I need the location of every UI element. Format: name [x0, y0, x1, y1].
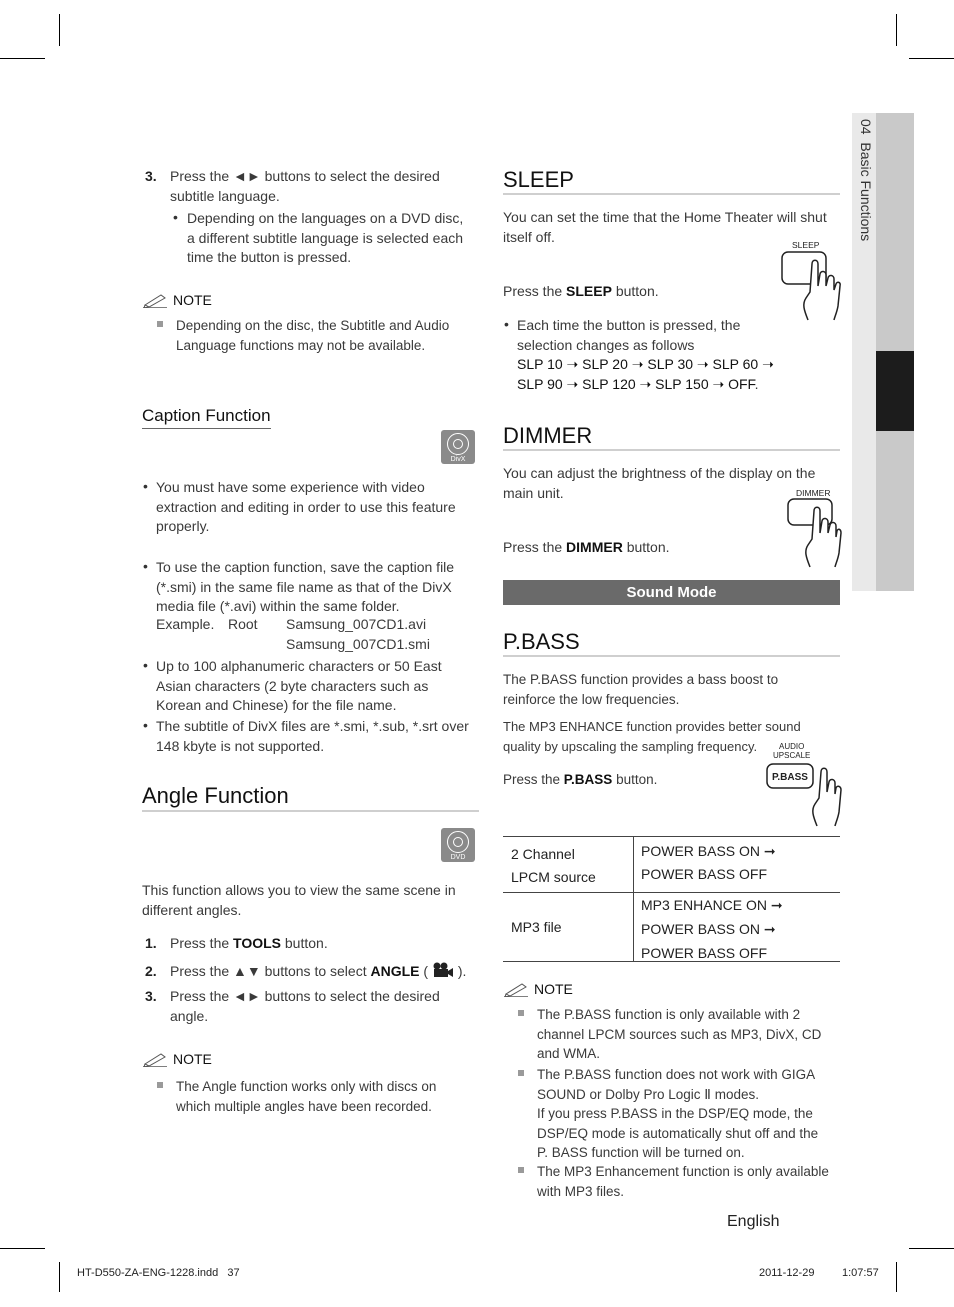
- text-line: POWER BASS ON ➞: [641, 921, 776, 937]
- caption-function-heading: Caption Function: [142, 406, 271, 429]
- dimmer-press-text: [503, 538, 670, 558]
- sound-mode-section-bar: Sound Mode: [503, 580, 840, 605]
- text-line: Asian characters (2 byte characters such as: [156, 677, 429, 694]
- print-date: 2011-12-29: [759, 1267, 815, 1279]
- text-line: The P.BASS function is only available with 2: [537, 1007, 801, 1022]
- note-label: NOTE: [173, 292, 212, 308]
- text-line: P. BASS function will be turned on.: [537, 1145, 745, 1160]
- pbass-mode-table: [503, 836, 840, 962]
- heading-rule: [142, 810, 479, 812]
- pencil-icon: [143, 292, 169, 308]
- sleep-sequence-line: SLP 10 ➝ SLP 20 ➝ SLP 30 ➝ SLP 60 ➝: [517, 356, 774, 372]
- note-square: [518, 1010, 524, 1016]
- text-line: POWER BASS ON ➞: [641, 843, 776, 859]
- pencil-icon: [143, 1051, 169, 1067]
- bullet-text: [517, 316, 817, 394]
- table-cell-source: [511, 843, 631, 889]
- file-info: HT-D550-ZA-ENG-1228.indd 37: [77, 1267, 240, 1279]
- text-line: and WMA.: [537, 1046, 601, 1061]
- bullet: •: [143, 558, 148, 574]
- bullet: •: [173, 209, 178, 225]
- step-text: [170, 987, 480, 1026]
- dimmer-button-label: DIMMER: [796, 488, 831, 498]
- text-line: properly.: [156, 518, 210, 534]
- crop-mark: [909, 1248, 954, 1249]
- text-line: Depending on the disc, the Subtitle and Audio: [176, 318, 450, 333]
- camera-angle-icon: [432, 962, 454, 978]
- text-line: angle.: [170, 1007, 209, 1024]
- pbass-press-text: [503, 770, 657, 790]
- note-heading: [143, 1051, 212, 1067]
- bullet-text: [156, 717, 481, 756]
- text-line: 148 kbyte is not supported.: [156, 737, 325, 754]
- text-span: (: [419, 963, 432, 979]
- text-line: SOUND or Dolby Pro Logic Ⅱ modes.: [537, 1086, 759, 1102]
- text-line: selection changes as follows: [517, 336, 695, 353]
- text-span: Press the: [503, 283, 567, 299]
- sleep-press-text: [503, 282, 659, 302]
- sleep-button-label: SLEEP: [792, 240, 820, 250]
- note-square: [157, 1082, 163, 1088]
- print-time: 1:07:57: [842, 1267, 879, 1279]
- step-number: 3.: [145, 988, 157, 1004]
- chapter-label: [854, 119, 874, 289]
- bullet: •: [504, 316, 509, 332]
- audio-upscale-label: [773, 742, 810, 760]
- text-line: Depending on the languages on a DVD disc,: [187, 210, 464, 226]
- text-line: channel LPCM sources such as MP3, DivX, CD: [537, 1026, 822, 1042]
- crop-mark: [896, 14, 897, 46]
- sleep-sequence-line: SLP 90 ➝ SLP 120 ➝ SLP 150 ➝ OFF: [517, 375, 755, 392]
- example-file: Samsung_007CD1.avi: [286, 616, 427, 632]
- text-line: You must have some experience with video: [156, 479, 425, 495]
- note-square: [518, 1070, 524, 1076]
- heading-rule: [503, 449, 840, 451]
- text-line: POWER BASS OFF: [641, 866, 768, 882]
- text-span: button.: [612, 772, 658, 787]
- example-root: Root: [228, 616, 258, 632]
- text-line: Korean and Chinese) for the file name.: [156, 697, 397, 713]
- text-line: (*.smi) in the same file name as that of the DivX: [156, 578, 452, 595]
- step-number: 2.: [145, 963, 157, 979]
- hand-press-pbass-button-icon: [765, 762, 843, 828]
- pbass-description: [503, 670, 843, 709]
- note-text: [176, 1077, 481, 1116]
- text-line: quality by upscaling the sampling frequency.: [503, 738, 758, 754]
- text-line: Language functions may not be available.: [176, 337, 426, 353]
- text-line: media file (*.avi) within the same folder.: [156, 598, 400, 614]
- text-line: which multiple angles have been recorded.: [176, 1098, 432, 1114]
- step-number: 3.: [145, 168, 157, 184]
- text-span: ).: [453, 963, 467, 979]
- disc-icon-label: DVD: [450, 854, 466, 861]
- text-line: a different subtitle language is selected each: [187, 229, 464, 246]
- text-line: The P.BASS function does not work with GIGA: [537, 1067, 816, 1082]
- crop-mark: [0, 1248, 45, 1249]
- text-line: Up to 100 alphanumeric characters or 50 East: [156, 658, 442, 674]
- pbass-button-label: P.BASS: [772, 772, 808, 783]
- text-line: with MP3 files.: [537, 1183, 625, 1199]
- hand-press-dimmer-button-icon: [786, 497, 842, 569]
- angle-intro: [142, 881, 482, 920]
- text-line: Each time the button is pressed, the: [517, 317, 741, 333]
- text-line: DSP/EQ mode is automatically shut off and the: [537, 1125, 819, 1141]
- dimmer-heading: DIMMER: [503, 423, 593, 448]
- text-line: LPCM source: [511, 869, 596, 885]
- text-span: Press the: [170, 935, 234, 951]
- crop-mark: [59, 14, 60, 46]
- disc-icon-label: DivX: [450, 456, 466, 463]
- angle-function-heading: Angle Function: [142, 783, 289, 808]
- dvd-disc-icon: [441, 828, 475, 862]
- bullet: •: [143, 478, 148, 494]
- step-text: [170, 962, 466, 982]
- divx-disc-icon: [441, 430, 475, 464]
- bullet-text: [156, 558, 481, 617]
- sleep-heading: SLEEP: [503, 167, 574, 192]
- text-bold: DIMMER: [566, 539, 623, 555]
- bullet-text: [156, 478, 481, 537]
- side-tab-dark-block: [876, 351, 914, 431]
- text-line: different angles.: [142, 901, 242, 918]
- text-line: The MP3 ENHANCE function provides better sound: [503, 719, 801, 734]
- note-heading: [504, 981, 573, 997]
- text-line: The MP3 Enhancement function is only available: [537, 1164, 829, 1179]
- text-line: The P.BASS function provides a bass boost to: [503, 672, 779, 687]
- step-text: [170, 167, 480, 206]
- text-bold: TOOLS: [233, 935, 281, 951]
- text-line: The subtitle of DivX files are *.smi, *.sub, *.srt over: [156, 718, 469, 734]
- text-span: Press the ▲▼ buttons to select: [170, 963, 371, 979]
- text-span: button.: [611, 283, 659, 299]
- crop-mark: [59, 1262, 60, 1292]
- note-square: [518, 1167, 524, 1173]
- text-span: button.: [622, 539, 670, 555]
- text-span: .: [754, 375, 759, 392]
- hand-press-sleep-button-icon: [780, 250, 842, 322]
- table-cell-sequence: [641, 840, 836, 886]
- crop-mark: [896, 1262, 897, 1292]
- note-label: NOTE: [173, 1051, 212, 1067]
- heading-rule: [503, 193, 840, 195]
- text-line: subtitle language.: [170, 187, 280, 204]
- text-line: itself off.: [503, 228, 555, 245]
- text-span: Press the: [503, 772, 564, 787]
- heading-rule: [503, 655, 840, 657]
- text-bold: SLEEP: [566, 283, 612, 299]
- text-line: extraction and editing in order to use this feature: [156, 498, 456, 515]
- text-line: POWER BASS OFF: [641, 945, 768, 961]
- note-square: [157, 321, 163, 327]
- bullet: •: [143, 657, 148, 673]
- text-bold: P.BASS: [563, 772, 613, 787]
- chapter-number: 04: [858, 119, 874, 135]
- table-col-divider: [633, 837, 634, 961]
- text-line: You can adjust the brightness of the display on the: [503, 465, 816, 481]
- language-label: English: [727, 1213, 780, 1230]
- bullet-text: [156, 657, 481, 716]
- note-text: [176, 316, 481, 355]
- note-text: [537, 1065, 842, 1163]
- chapter-title: Basic Functions: [858, 142, 874, 242]
- text-line: To use the caption function, save the caption file: [156, 559, 455, 575]
- text-bold: ANGLE: [370, 963, 420, 979]
- chapter-side-tab: [852, 113, 914, 591]
- example-file: Samsung_007CD1.smi: [286, 636, 430, 652]
- table-cell-source: MP3 file: [511, 919, 562, 935]
- crop-mark: [0, 58, 45, 59]
- step-number: 1.: [145, 935, 157, 951]
- crop-mark: [909, 58, 954, 59]
- text-line: Press the ◄► buttons to select the desired: [170, 168, 440, 184]
- bullet-text: [187, 209, 482, 268]
- bullet: •: [143, 717, 148, 733]
- note-text: [537, 1005, 842, 1064]
- text-line: main unit.: [503, 484, 564, 501]
- text-line: AUDIO: [779, 742, 805, 751]
- text-line: Press the ◄► buttons to select the desired: [170, 988, 440, 1004]
- note-heading: [143, 292, 212, 308]
- text-line: reinforce the low frequencies.: [503, 691, 680, 707]
- text-line: The Angle function works only with discs on: [176, 1079, 437, 1094]
- note-label: NOTE: [534, 981, 573, 997]
- note-text: [537, 1162, 842, 1201]
- table-cell-sequence: [641, 893, 836, 965]
- text-line: 2 Channel: [511, 846, 575, 862]
- pencil-icon: [504, 981, 530, 997]
- text-span: Press the: [503, 539, 567, 555]
- text-line: MP3 ENHANCE ON ➞: [641, 897, 783, 913]
- step-text: [170, 934, 328, 954]
- example-label: Example.: [156, 616, 215, 632]
- text-line: time the button is pressed.: [187, 249, 352, 265]
- text-line: If you press P.BASS in the DSP/EQ mode, the: [537, 1106, 813, 1121]
- text-span: button.: [281, 935, 328, 951]
- text-line: UPSCALE: [773, 751, 811, 760]
- pbass-heading: P.BASS: [503, 629, 580, 654]
- text-line: You can set the time that the Home Theater will shut: [503, 209, 827, 225]
- text-line: This function allows you to view the same scene in: [142, 882, 456, 898]
